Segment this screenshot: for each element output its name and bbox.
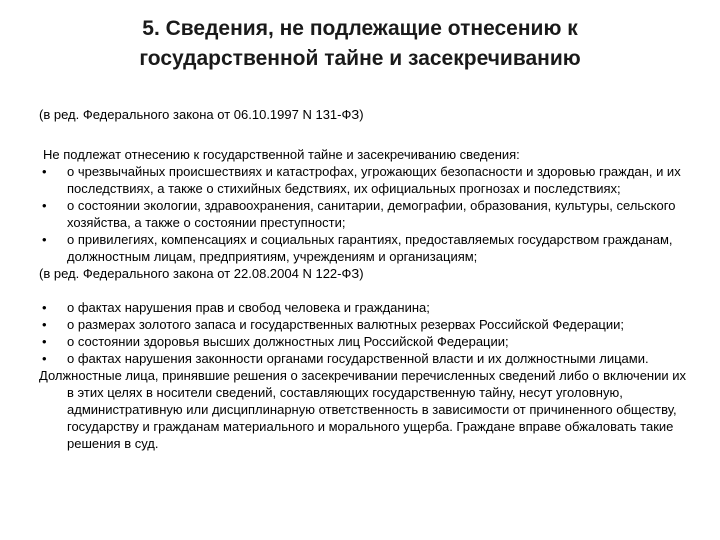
list-item: [39, 350, 691, 367]
bullet-marker: •: [42, 164, 47, 179]
body-text: [39, 146, 691, 452]
list-item-text: о состоянии экологии, здравоохранения, санитарии, демографии, образования, культуры, сельского хозяйства, а также о состоянии преступности;: [67, 198, 676, 230]
list-item: [39, 231, 691, 265]
amendment-note-1997: (в ред. Федерального закона от 06.10.1997 N 131-ФЗ): [39, 107, 364, 122]
amendment-note-2004: (в ред. Федерального закона от 22.08.2004 N 122-ФЗ): [39, 266, 364, 281]
title-line-2: государственной тайне и засекречиванию: [139, 47, 581, 70]
list-item-text: о привилегиях, компенсациях и социальных гарантиях, предоставляемых государством гражданам, должностным лицам, предприятиям, учреждениям и организациям;: [67, 232, 673, 264]
slide-title: [60, 14, 660, 74]
list-item-text: о чрезвычайных происшествиях и катастрофах, угрожающих безопасности и здоровью граждан, и их последствиях, а также о стихийных бедствиях, их официальных прогнозах и последствиях;: [67, 164, 681, 196]
list-item: [39, 299, 691, 316]
list-item-text: о фактах нарушения законности органами государственной власти и их должностными лицами.: [67, 351, 649, 366]
list-item: [39, 163, 691, 197]
bullet-list-1: [39, 163, 691, 265]
list-item: [39, 333, 691, 350]
closing-paragraph: Должностные лица, принявшие решения о засекречивании перечисленных сведений либо о включении их в этих целях в носители сведений, составляющих государственную тайну, несут уголовную, административную или дисциплинарную ответственность в зависимости от причиненного обществу, государству и гражданам материального и морального ущерба. Граждане вправе обжаловать такие решения в суд.: [39, 368, 687, 451]
bullet-marker: •: [42, 198, 47, 213]
list-item: [39, 197, 691, 231]
list-item-text: о размерах золотого запаса и государственных валютных резервах Российской Федерации;: [67, 317, 625, 332]
list-item-text: о фактах нарушения прав и свобод человека и гражданина;: [67, 300, 430, 315]
title-line-1: 5. Сведения, не подлежащие отнесению к: [142, 17, 578, 40]
bullet-marker: •: [42, 232, 47, 247]
intro-paragraph: Не подлежат отнесению к государственной тайне и засекречиванию сведения:: [43, 147, 520, 162]
bullet-marker: •: [42, 334, 47, 349]
bullet-marker: •: [42, 300, 47, 315]
list-item-text: о состоянии здоровья высших должностных лиц Российской Федерации;: [67, 334, 509, 349]
bullet-marker: •: [42, 351, 47, 366]
bullet-list-2: [39, 299, 691, 367]
list-item: [39, 316, 691, 333]
bullet-marker: •: [42, 317, 47, 332]
